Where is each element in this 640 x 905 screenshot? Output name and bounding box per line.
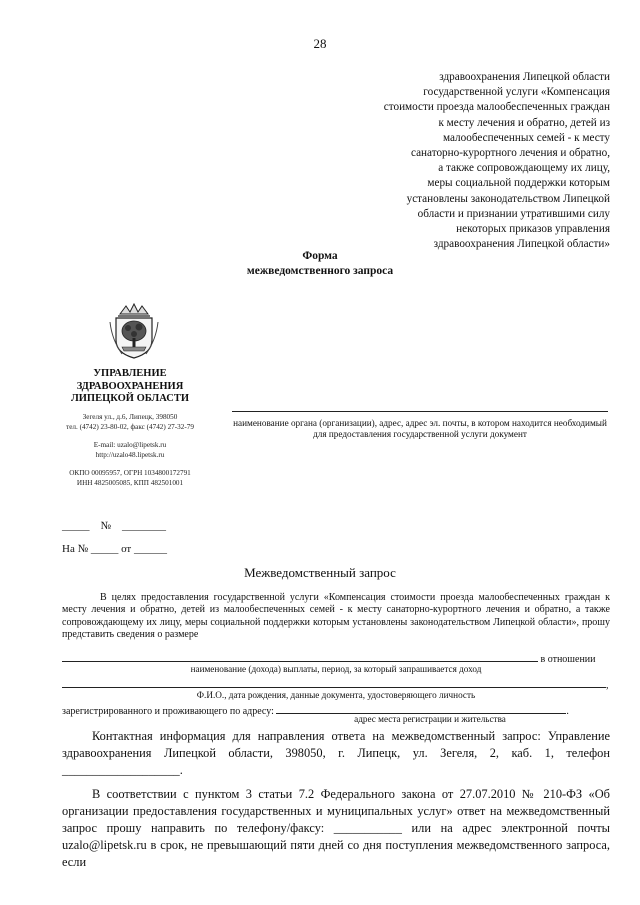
payment-caption: наименование (дохода) выплаты, период, за который запрашивается доход bbox=[190, 664, 482, 674]
contact-okpo: ОКПО 00095957, ОГРН 1034800172791 bbox=[69, 469, 191, 477]
address-blank bbox=[276, 703, 566, 714]
request-text: В целях предоставления государственной услуги «Компенсация стоимости проезда малообеспеченных граждан к месту лечения и обратно, детей из малообеспеченных семей - к месту санаторно-курортного лечения и обратно, а также сопровождающему их лицу, меры социальной поддержки которым установлены законодательством Липецкой области», прошу представить сведения о размере bbox=[62, 592, 610, 641]
request-paragraph bbox=[62, 592, 610, 642]
header-line: к месту лечения и обратно, детей из bbox=[438, 116, 610, 129]
outgoing-number-blank: ________ bbox=[122, 520, 166, 532]
header-line: некоторых приказов управления bbox=[456, 223, 610, 236]
destination-blank bbox=[232, 410, 608, 412]
contact-address: Зегеля ул., д.6, Липецк, 398050 bbox=[82, 413, 178, 421]
form-title-line1: Форма bbox=[302, 250, 338, 262]
request-title: Межведомственный запрос bbox=[244, 565, 396, 580]
payment-blank bbox=[62, 651, 538, 662]
form-title-line2: межведомственного запроса bbox=[246, 265, 394, 277]
in-relation-label: в отношении bbox=[540, 654, 596, 665]
header-line: области и признании утратившими силу bbox=[417, 207, 610, 220]
header-line: меры социальной поддержки которым bbox=[427, 177, 610, 190]
header-line: здравоохранения Липецкой области bbox=[439, 71, 610, 83]
header-line: здравоохранения Липецкой области» bbox=[433, 238, 610, 251]
contact-phone: тел. (4742) 23-80-02, факс (4742) 27-32-79 bbox=[66, 423, 194, 431]
outgoing-number-line bbox=[62, 520, 166, 532]
header-line: стоимости проезда малообеспеченных граждан bbox=[383, 101, 610, 114]
department-line: ЗДРАВООХРАНЕНИЯ bbox=[76, 380, 184, 392]
person-line: , bbox=[62, 677, 610, 692]
department-name bbox=[40, 368, 220, 406]
reply-to-line: На № _____ от ______ bbox=[62, 543, 167, 555]
contact-email: E-mail: uzalo@lipetsk.ru bbox=[93, 441, 167, 449]
contact-site: http://uzalo48.lipetsk.ru bbox=[95, 451, 165, 459]
destination-caption: наименование органа (организации), адрес, адрес эл. почты, в котором находится необходимый для предоставления государственной услуги документ bbox=[233, 418, 607, 440]
header-line: государственной услуги «Компенсация bbox=[423, 86, 610, 99]
header-line: санаторно-курортного лечения и обратно, bbox=[410, 147, 610, 160]
header-line: а также сопровождающему их лицу, bbox=[438, 162, 610, 175]
person-caption: Ф.И.О., дата рождения, данные документа, удостоверяющего личность bbox=[196, 690, 476, 700]
header-lines bbox=[290, 70, 610, 252]
header-line: установлены законодательством Липецкой bbox=[406, 192, 610, 205]
department-line: УПРАВЛЕНИЕ bbox=[93, 368, 167, 379]
contact-inn: ИНН 4825005085, КПП 482501001 bbox=[76, 479, 184, 487]
registered-label: зарегистрированного и проживающего по адресу: bbox=[62, 706, 274, 717]
number-sign: № bbox=[100, 520, 111, 532]
address-caption: адрес места регистрации и жительства bbox=[354, 714, 506, 724]
form-title bbox=[0, 249, 640, 279]
contact-text: Контактная информация для направления ответа на межведомственный запрос: Управление здравоохранения Липецкой области, 398050, г. Липецк, ул. Зегеля, 2, каб. 1, телефон ___________________. bbox=[62, 729, 610, 777]
person-blank bbox=[62, 677, 606, 688]
outgoing-date-blank: _____ bbox=[62, 520, 90, 532]
law-text: В соответствии с пунктом 3 статьи 7.2 Федерального закона от 27.07.2010 № 210-ФЗ «Об организации предоставления государственных и муниципальных услуг» ответ на межведомственный запрос прошу направить по телефону/факсу: ___________ или на адрес электронной почты uzalo@lipetsk.ru в срок, не превышающий пяти дней со дня поступления межведомственного запроса, если bbox=[62, 787, 610, 869]
coat-of-arms-icon bbox=[108, 300, 160, 360]
department-contacts bbox=[40, 412, 220, 488]
department-line: ЛИПЕЦКОЙ ОБЛАСТИ bbox=[70, 393, 190, 404]
law-paragraph bbox=[62, 786, 610, 871]
page-number: 28 bbox=[313, 36, 327, 51]
registered-line: зарегистрированного и проживающего по адресу: . bbox=[62, 703, 610, 718]
header-line: малообеспеченных семей - к месту bbox=[442, 131, 610, 144]
contact-paragraph bbox=[62, 728, 610, 779]
